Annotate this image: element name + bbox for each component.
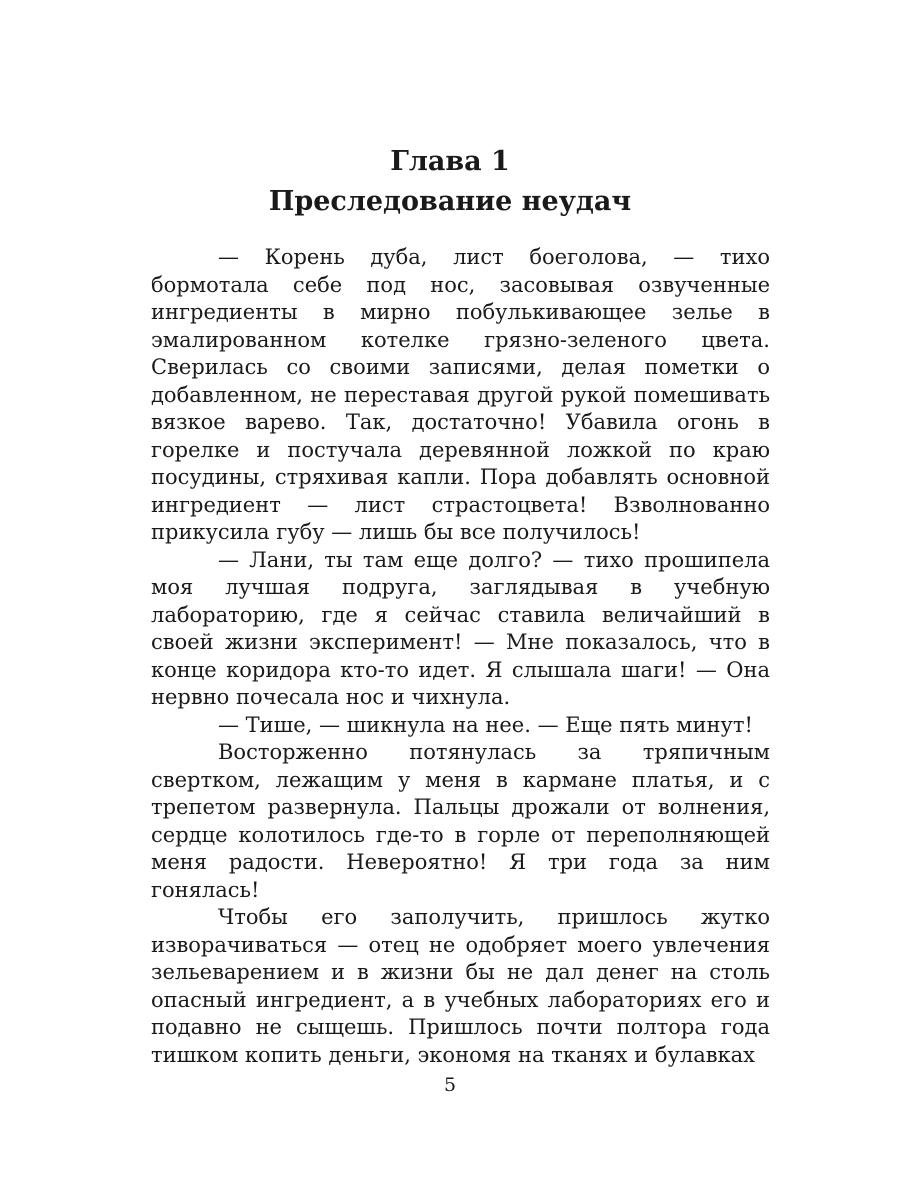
chapter-text (151, 244, 770, 1069)
paragraph: Чтобы его заполучить, пришлось жутко изворачиваться — отец не одобряет моего увлечения зельеварением и в жизни бы не дал денег на столь опасный ингредиент, а в учебных лабораториях его и подавно не сыщешь. Пришлось почти полтора года тишком копить деньги, экономя на тканях и булавках (151, 905, 770, 1067)
paragraph: — Тише, — шикнула на нее. — Еще пять минут! (218, 712, 753, 737)
paragraph: — Корень дуба, лист боеголова, — тихо бормотала себе под нос, засовывая озвученные ингредиенты в мирно побулькивающее зелье в эмалированном котелке грязно-зеленого цвета. Сверилась со своими записями, делая пометки о добавленном, не переставая другой рукой помешивать вязкое варево. Так, достаточно! Убавила огонь в горелке и постучала деревянной ложкой по краю посудины, стряхивая капли. Пора добавлять основной ингредиент — лист страстоцвета! Взволнованно прикусила губу — лишь бы все получилось! (151, 245, 770, 544)
paragraph: — Лани, ты там еще долго? — тихо прошипела моя лучшая подруга, заглядывая в учебную лабораторию, где я сейчас ставила величайший в своей жизни эксперимент! — Мне показалось, что в конце коридора кто-то идет. Я слышала шаги! — Она нервно почесала нос и чихнула. (151, 547, 770, 709)
chapter-title: Преследование неудач (268, 186, 632, 217)
chapter-heading (0, 142, 900, 222)
chapter-number: Глава 1 (390, 146, 510, 177)
paragraph: Восторженно потянулась за тряпичным свертком, лежащим у меня в кармане платья, и с трепетом развернула. Пальцы дрожали от волнения, сердце колотилось где-то в горле от переполняющей меня радости. Невероятно! Я три года за ним гонялась! (151, 740, 770, 902)
page-number: 5 (443, 1074, 457, 1096)
